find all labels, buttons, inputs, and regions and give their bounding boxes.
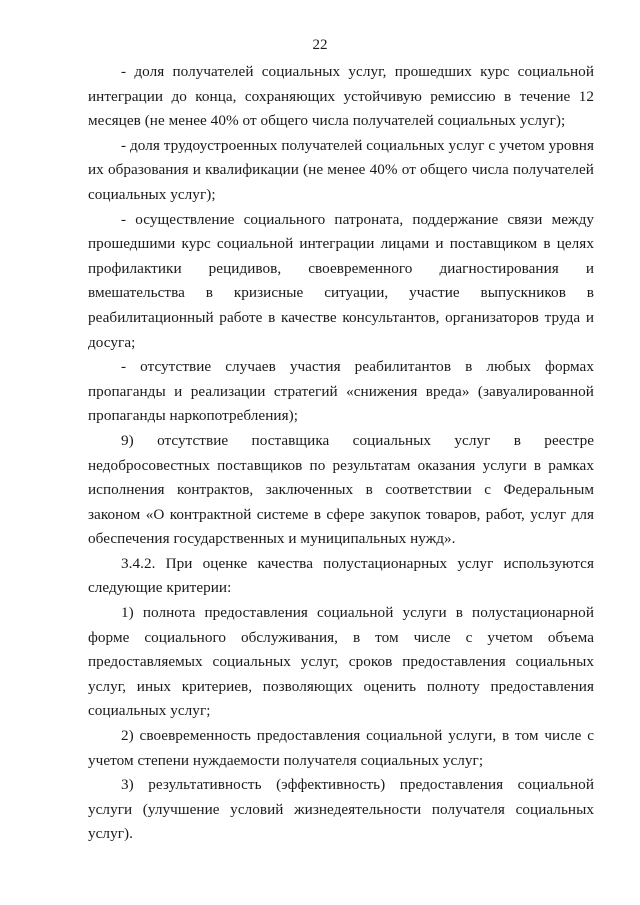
paragraph-social-patronage: - осуществление социального патроната, поддержание связи между прошедшими курс социальной интеграции лицами и поставщиком в целях профилактики рецидивов, своевременного диагностирования и вмешательства в кризисные ситуации, участие выпускников в реабилитационный работе в качестве консультантов, организаторов труда и досуга;	[88, 210, 594, 351]
document-body	[88, 60, 594, 847]
paragraph-criterion-2: 2) своевременность предоставления социальной услуги, в том числе с учетом степени нуждаемости получателя социальных услуг;	[88, 727, 594, 769]
paragraph-criterion-1: 1) полнота предоставления социальной услуги в полустационарной форме социального обслуживания, в том числе с учетом объема предоставляемых социальных услуг, сроков предоставления социальных услуг, иных критериев, позволяющих оценить полноту предоставления социальных услуг;	[88, 604, 594, 720]
paragraph-section-3-4-2: 3.4.2. При оценке качества полустационарных услуг используются следующие критерии:	[88, 554, 594, 597]
paragraph-employment-share: - доля трудоустроенных получателей социальных услуг с учетом уровня их образования и квалификации (не менее 40% от общего числа получателей социальных услуг);	[88, 136, 594, 203]
paragraph-criterion-3: 3) результативность (эффективность) предоставления социальной услуги (улучшение условий жизнедеятельности получателя социальных услуг).	[88, 776, 594, 843]
paragraph-harm-reduction: - отсутствие случаев участия реабилитантов в любых формах пропаганды и реализации стратегий «снижения вреда» (завуалированной пропаганды наркопотребления);	[88, 358, 594, 425]
page-number: 22	[312, 37, 328, 53]
paragraph-remission-share: - доля получателей социальных услуг, прошедших курс социальной интеграции до конца, сохраняющих устойчивую ремиссию в течение 12 месяцев (не менее 40% от общего числа получателей социальных услуг);	[88, 63, 594, 130]
paragraph-item-9: 9) отсутствие поставщика социальных услуг в реестре недобросовестных поставщиков по результатам оказания услуги в рамках исполнения контрактов, заключенных в соответствии с Федеральным законом «О контрактной системе в сфере закупок товаров, работ, услуг для обеспечения государственных и муниципальных нужд».	[88, 431, 594, 548]
